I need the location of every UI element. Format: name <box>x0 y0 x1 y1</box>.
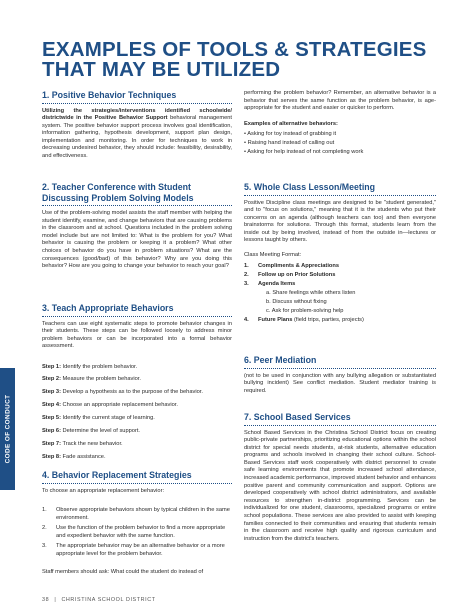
step-item <box>42 415 155 423</box>
list-text: Compliments & Appreciations <box>258 262 340 269</box>
section-title: 4. Behavior Replacement Strategies <box>42 470 232 484</box>
list-text: The appropriate behavior may be an alternative behavior or a more appropriate level for the problem behavior. <box>56 543 225 558</box>
list-item <box>42 543 232 558</box>
list-number: 2. <box>244 271 249 278</box>
step-label: Step 2: <box>42 376 61 382</box>
list-item: • Asking for toy instead of grabbing it <box>244 131 337 138</box>
list-label: Future Plans <box>258 316 293 323</box>
side-tab <box>0 368 15 490</box>
list-number: 4. <box>244 316 249 323</box>
section-body: Teachers can use eight systematic steps to promote behavior changes in their students. These steps can be followed loosely to address minor problem behaviors or can be incorporated into a formal behavior assessment. <box>42 320 232 350</box>
format-label: Class Meeting Format: <box>244 252 302 259</box>
step-text: Determine the level of support. <box>60 428 141 434</box>
replacement-list <box>42 507 232 559</box>
footer-separator: | <box>54 597 57 603</box>
format-list <box>244 262 436 289</box>
step-item <box>42 454 106 462</box>
side-tab-label: CODE OF CONDUCT <box>4 394 11 464</box>
page-footer <box>42 597 156 603</box>
section-title: 5. Whole Class Lesson/Meeting <box>244 182 436 196</box>
step-label: Step 1: <box>42 364 61 370</box>
step-text: Choose an appropriate replacement behavior. <box>60 402 178 408</box>
step-item <box>42 376 141 384</box>
step-item <box>42 428 140 436</box>
step-label: Step 4: <box>42 402 61 408</box>
list-text: Observe appropriate behaviors shown by typical children in the same environment. <box>56 507 230 521</box>
step-label: Step 6: <box>42 428 61 434</box>
list-text: Agenda Items <box>258 280 296 287</box>
step-label: Step 7: <box>42 441 61 447</box>
section-teacher-conference <box>42 182 232 271</box>
body-text: behavioral management system. The positive behavior support process involves goal identification, information gathering, hypothesis development, support plan design, implementation and monitoring. In order for techniques to work in decreasing undesired behavior, they should include: feasibility, desirability, and effectiveness. <box>42 115 232 160</box>
section-title: 3. Teach Appropriate Behaviors <box>42 303 232 317</box>
section-class-meeting <box>244 182 436 325</box>
step-text: Measure the problem behavior. <box>60 376 141 382</box>
section-replacement-strategies <box>42 470 232 576</box>
continuation-text: performing the problem behavior? Remember, an alternative behavior is a behavior that serves the same function as the problem behavior, is age-appropriate for the student and easier or quicker to perform. <box>244 90 436 112</box>
step-item <box>42 402 178 410</box>
step-label: Step 8: <box>42 454 61 460</box>
list-number: 1. <box>244 262 249 269</box>
step-text: Identify the current stage of learning. <box>60 415 155 421</box>
step-text: Develop a hypothesis as to the purpose of the behavior. <box>60 389 203 395</box>
list-item <box>244 271 436 280</box>
step-label: Step 3: <box>42 389 61 395</box>
list-number: 3. <box>244 280 249 287</box>
list-number: 2. <box>42 525 47 532</box>
list-number: 1. <box>42 507 47 514</box>
list-item <box>244 280 436 289</box>
list-item: • Raising hand instead of calling out <box>244 140 335 147</box>
step-text: Fade assistance. <box>60 454 106 460</box>
examples-list <box>244 130 436 157</box>
examples-label: Examples of alternative behaviors: <box>244 120 338 127</box>
step-item <box>42 389 203 397</box>
section-body: Positive Discipline class meetings are designed to be "student generated," and to "focus on solutions," meaning that it is the students who put their concerns on an agenda (although teachers can too) and then everyone brainstorms for solutions. Through this format, students learn from the inside out by being involved, instead of from the outside in—lectures or lessons taught by others. <box>244 199 436 244</box>
section-body: (not to be used in conjunction with any bullying allegation or substantiated bullying incident) See conflict mediation. Student mediator training is required. <box>244 372 436 394</box>
list-item <box>244 316 436 325</box>
section-outro: Staff members should ask: What could the student do instead of <box>42 568 204 575</box>
section-teach-behaviors <box>42 303 232 351</box>
list-item: c. Ask for problem-solving help <box>266 307 344 314</box>
step-item <box>42 364 137 372</box>
list-item: • Asking for help instead of not completing work <box>244 149 364 156</box>
list-text: Use the function of the problem behavior to find a more appropriate and expedient behavior with the same function. <box>56 525 226 539</box>
step-label: Step 5: <box>42 415 61 421</box>
section-body <box>42 108 232 161</box>
section-positive-behavior <box>42 90 232 161</box>
list-item <box>244 262 436 271</box>
list-text: Follow up on Prior Solutions <box>258 271 336 278</box>
page-title: EXAMPLES OF TOOLS & STRATEGIES THAT MAY BE UTILIZED <box>42 38 427 81</box>
bold-lead: Utilizing the strategies/interventions identified schoolwide/ districtwide in the Positive Behavior Support <box>42 107 232 122</box>
section-body: School Based Services in the Christina School District focus on creating public-private partnerships, prioritizing educational options within the school district for special needs students, at-risk students, alternative education programs and schools involved in changing their school culture. School-Based Services staff work cooperatively with district personnel to create safe learning environments that promote increased school attendance, increased academic performance, improved student behavior and enhances positive parent and community communication and support. Options are developed cooperatively with school district administrators, and available resources to strengthen in-district programming. Services can be individualized for one student, classrooms, specialized programs or entire school populations. These services are also provided to assist with keeping families connected to their communities and ensuring that students remain in the classroom and receive high quality and rigorous curriculum and instruction from the district's teachers. <box>244 429 436 542</box>
section-title: 2. Teacher Conference with Student Discussing Problem Solving Models <box>42 182 232 206</box>
list-number: 3. <box>42 543 47 550</box>
section-continuation <box>244 90 436 157</box>
section-title: 7. School Based Services <box>244 412 436 426</box>
format-list-continued <box>244 316 436 325</box>
list-item <box>42 525 232 540</box>
page-number: 38 <box>42 597 50 603</box>
list-item: a. Share feelings while others listen <box>266 289 356 296</box>
section-intro: To choose an appropriate replacement behavior: <box>42 487 165 494</box>
section-title: 1. Positive Behavior Techniques <box>42 90 232 104</box>
section-body: Use of the problem-solving model assists the staff member with helping the student identify, examine, and change behaviors that are causing problems in the classroom and at school. Questions included in the problem solving model include but are not limited to: What is the problem for you? What behavior is causing the problem or keeping it a problem? What other choices of behavior do you have in problem situations? What are the consequences (good/bad) of this behavior? Why are you doing this behavior? How are you going to change your behavior to reach your goal? <box>42 210 232 270</box>
section-title: 6. Peer Mediation <box>244 355 436 369</box>
list-item: b. Discuss without fixing <box>266 298 327 305</box>
step-text: Identify the problem behavior. <box>60 364 138 370</box>
footer-org: CHRISTINA SCHOOL DISTRICT <box>61 597 156 603</box>
step-item <box>42 441 123 449</box>
step-text: Track the new behavior. <box>60 441 123 447</box>
list-text: (field trips, parties, projects) <box>292 316 364 323</box>
list-item <box>42 507 232 522</box>
agenda-sub-list <box>244 289 436 316</box>
section-school-based-services <box>244 412 436 543</box>
section-peer-mediation <box>244 355 436 395</box>
